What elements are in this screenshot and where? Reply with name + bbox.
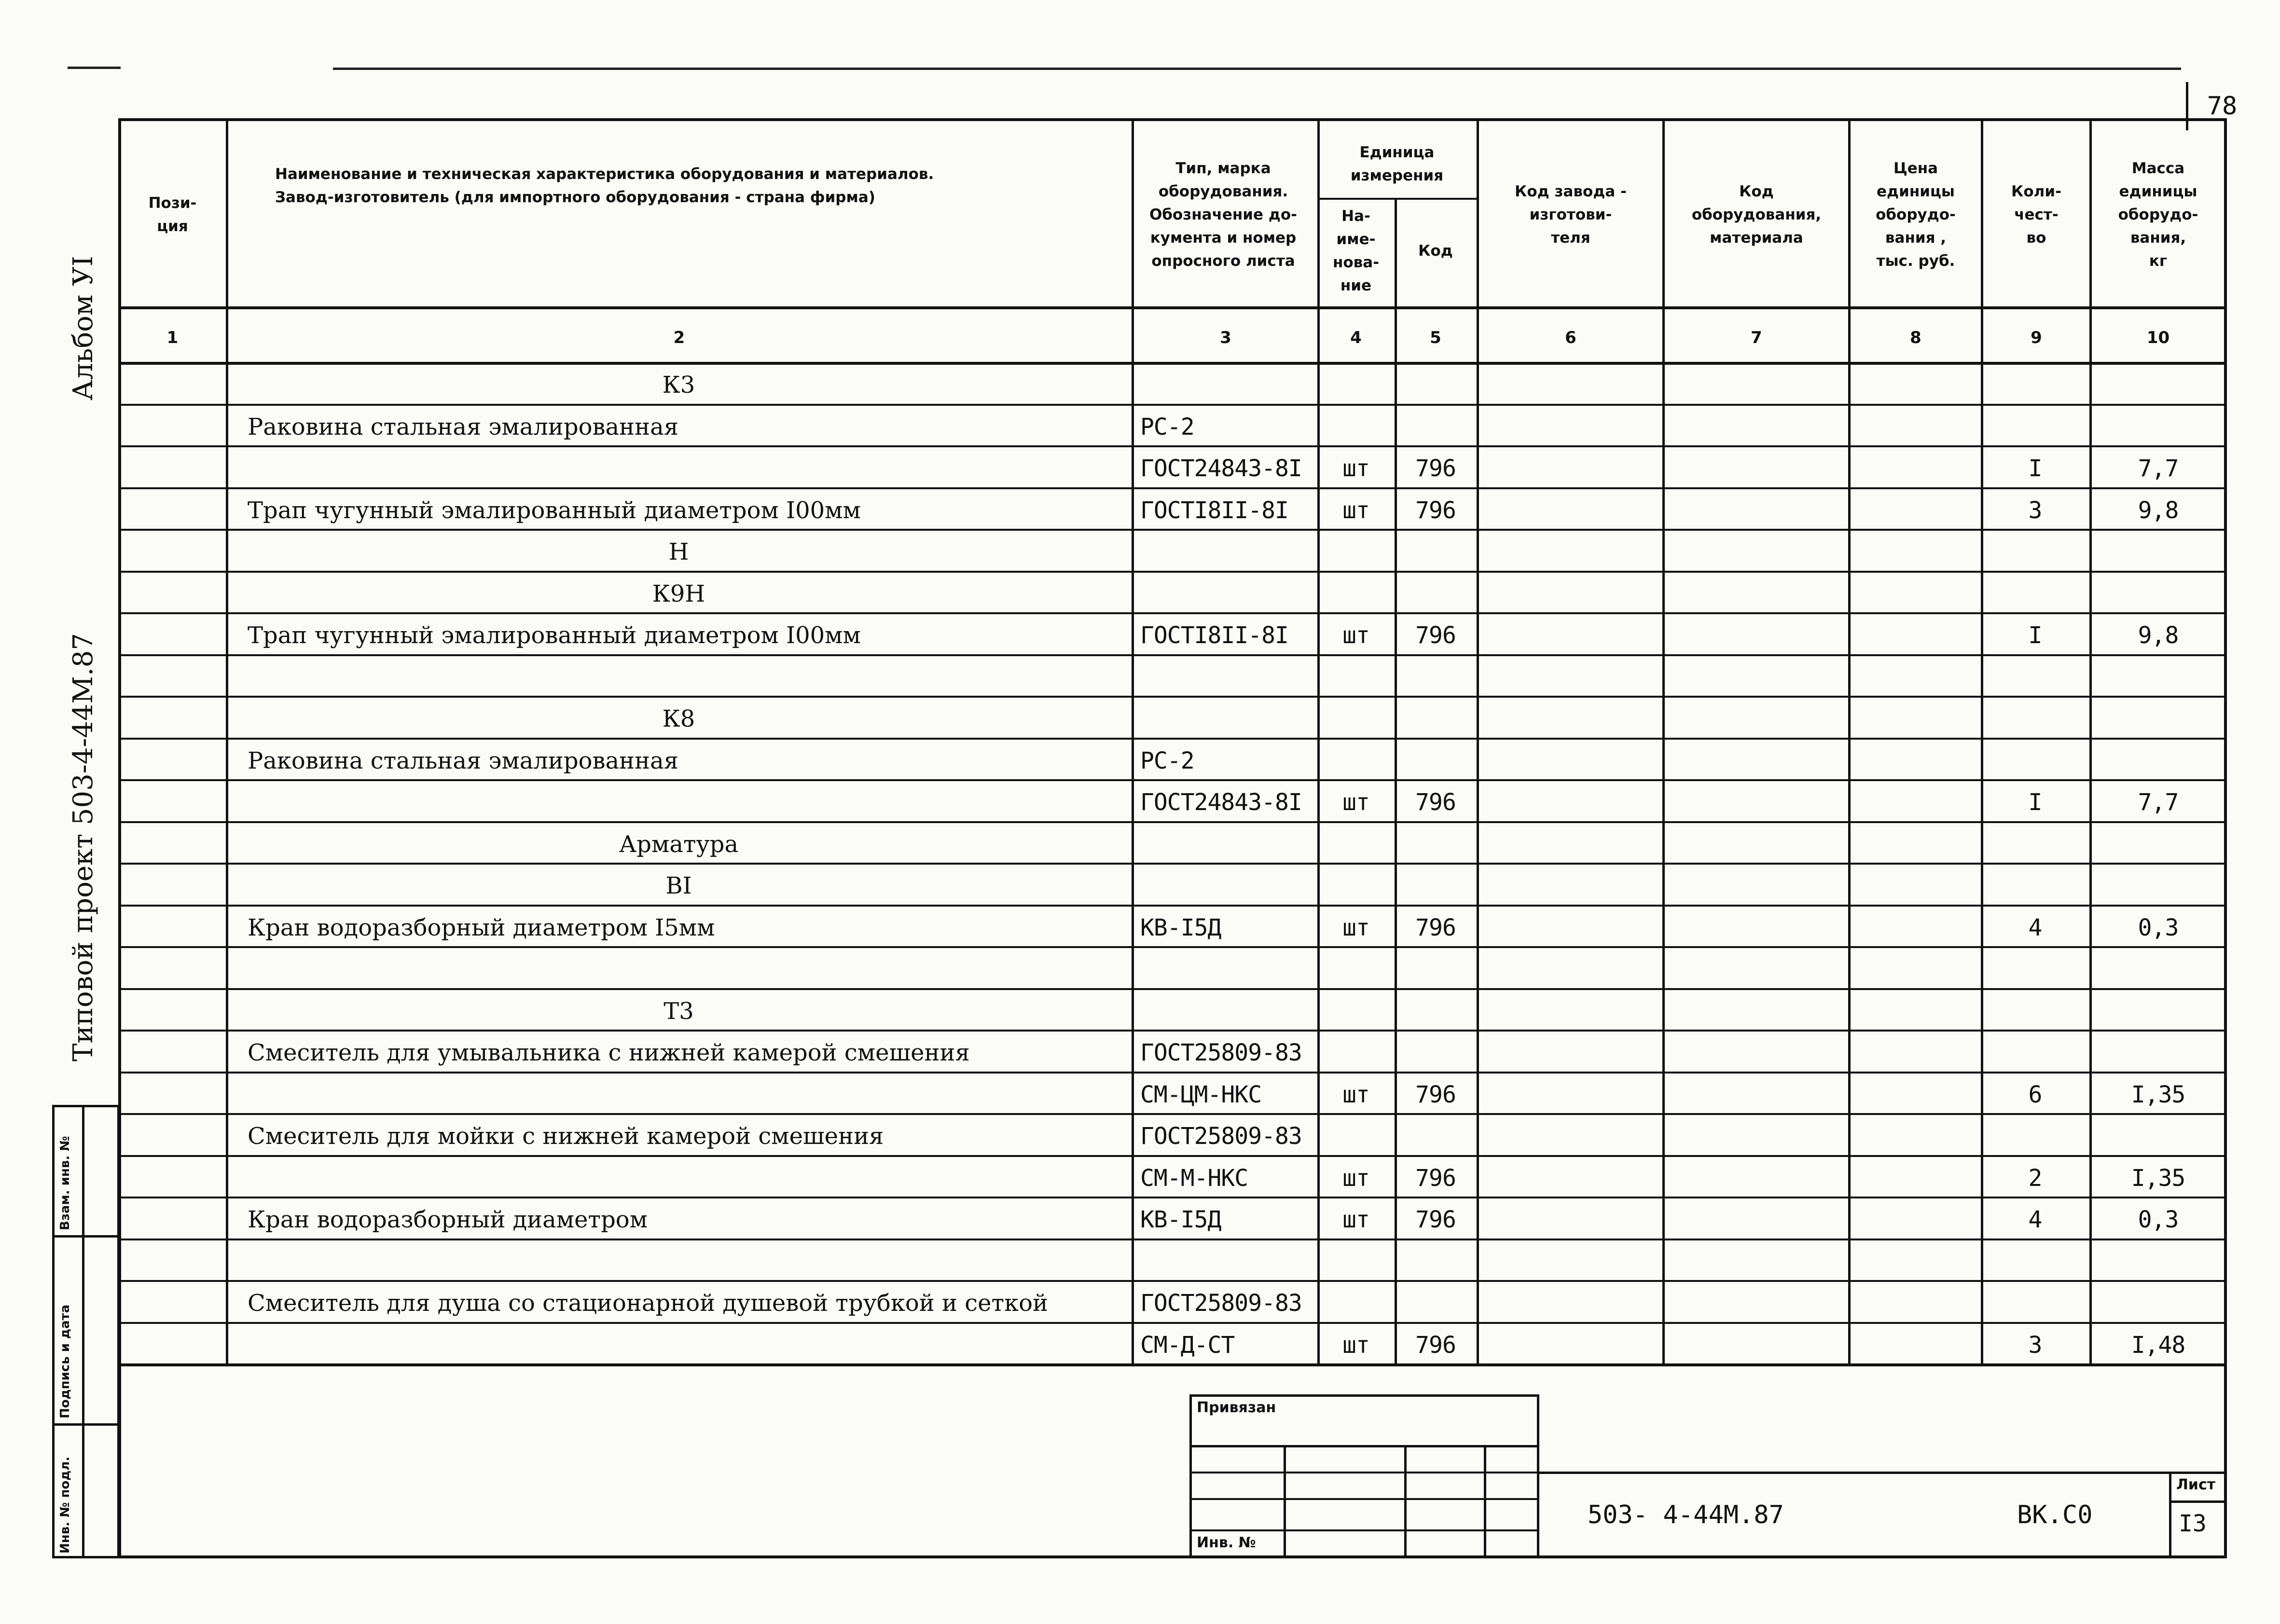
header-quantity: Коли- чест- во [2011,182,2061,247]
row-name: Смеситель для мойки с нижней камерой смешения [248,1123,884,1150]
row-unit-code: 796 [1415,914,1456,941]
sheet-label: Лист [2176,1476,2216,1493]
row-quantity: I [2028,789,2042,816]
row-mass: I,35 [2131,1081,2185,1108]
row-unit-code: 796 [1415,1206,1456,1233]
scan-line [68,67,121,69]
row-quantity: I [2028,622,2042,649]
row-section-title: К8 [662,705,695,732]
row-name: Раковина стальная эмалированная [248,747,678,774]
header-type: Тип, марка оборудования. Обозначение до- кумента и номер опросного листа [1149,159,1298,270]
row-type: КВ-I5Д [1140,914,1221,941]
row-type: СМ-Д-СТ [1140,1332,1235,1359]
header-name: Наименование и техническая характеристика оборудования и материалов. Завод-изготовитель (для импортного оборудования - страна фирма) [275,165,934,206]
col-number: 8 [1910,328,1921,347]
row-section-title: Н [668,538,689,565]
project-label: Типовой проект 503-4-44М.87 [68,633,99,1061]
col-number: 7 [1751,328,1762,347]
row-quantity: 4 [2028,914,2042,941]
privyazan-vline [1404,1445,1407,1558]
side-stamp-divider [82,1105,84,1558]
privyazan-vline [1484,1445,1486,1558]
sheet-number: I3 [2179,1510,2207,1537]
row-unit-code: 796 [1415,1165,1456,1192]
row-unit-code: 796 [1415,1081,1456,1108]
row-unit-code: 796 [1415,789,1456,816]
row-name: Трап чугунный эмалированный диаметром I00мм [248,622,861,649]
stamp-label-podpis: Подпись и дата [58,1304,72,1418]
privyazan-box [1189,1394,1539,1558]
row-name: Смеситель для душа со стационарной душевой трубкой и сеткой [248,1290,1048,1317]
col-number: 1 [166,328,179,347]
scan-line [333,68,2181,70]
row-type: КВ-I5Д [1140,1206,1221,1233]
header-bottom-line [118,306,2227,309]
row-quantity: 4 [2028,1206,2042,1233]
row-mass: 0,3 [2138,1206,2179,1233]
privyazan-line [1189,1498,1539,1500]
row-unit: шт [1342,914,1369,941]
header-unit-group: Единица измерения [1350,143,1444,184]
row-name: Кран водоразборный диаметром I5мм [248,914,715,941]
row-type: ГОСТ25809-83 [1140,1123,1302,1150]
row-mass: 7,7 [2138,455,2179,482]
privyazan-line [1189,1445,1539,1447]
row-unit: шт [1342,1332,1369,1359]
sheet-box-line [2169,1500,2227,1503]
privyazan-line [1189,1529,1539,1531]
row-unit: шт [1342,455,1369,482]
header-unit-name: На- име- нова- ние [1332,207,1380,295]
row-section-title: К9Н [652,580,705,607]
row-mass: 9,8 [2138,497,2179,524]
column-line [1662,118,1665,1363]
row-unit: шт [1342,1206,1369,1233]
row-quantity: 6 [2028,1081,2042,1108]
row-name: Трап чугунный эмалированный диаметром I00мм [248,497,861,524]
col-number: 10 [2146,328,2170,347]
row-mass: I,35 [2131,1165,2185,1192]
inv-no-label: Инв. № [1197,1534,1256,1551]
row-quantity: 3 [2028,1332,2042,1359]
row-section-title: К3 [662,372,695,399]
row-unit: шт [1342,497,1369,524]
row-unit-code: 796 [1415,455,1456,482]
row-type: СМ-М-НКС [1140,1165,1248,1192]
column-line [1848,118,1851,1363]
stamp-label-vzam: Взам. инв. № [58,1136,72,1230]
row-section-title: Т3 [663,998,694,1025]
privyazan-line [1189,1472,1539,1473]
page-number: 78 [2186,82,2256,130]
row-mass: 7,7 [2138,789,2179,816]
header-mass: Масса единицы оборудо- вания, кг [2118,159,2198,270]
header-price: Цена единицы оборудо- вания , тыс. руб. [1876,159,1956,270]
header-position: Пози- ция [148,194,197,235]
col-number: 2 [673,328,685,347]
row-type: ГОСТI8II-8I [1140,497,1288,524]
unit-group-line [1317,198,1477,200]
header-equipment-code: Код оборудования, материала [1691,182,1822,247]
row-unit-code: 796 [1415,497,1456,524]
header-unit-code: Код [1418,242,1453,260]
column-line [226,118,228,1363]
row-type: ГОСТ25809-83 [1140,1039,1302,1066]
column-line [1477,118,1479,1363]
row-quantity: I [2028,455,2042,482]
side-stamp-divider [52,1235,120,1238]
row-unit: шт [1342,1081,1369,1108]
row-unit: шт [1342,1165,1369,1192]
row-type: РС-2 [1140,747,1194,774]
row-unit: шт [1342,622,1369,649]
side-stamp-divider [52,1423,120,1426]
row-mass: I,48 [2131,1332,2185,1359]
col-number: 5 [1430,328,1441,347]
column-line [1132,118,1134,1363]
row-name: Смеситель для умывальника с нижней камерой смешения [248,1039,970,1066]
row-section-title: ВI [665,872,692,899]
row-type: ГОСТI8II-8I [1140,622,1288,649]
row-type: ГОСТ24843-8I [1140,789,1302,816]
row-type: РС-2 [1140,413,1194,440]
row-mass: 9,8 [2138,622,2179,649]
privyazan-vline [1284,1445,1286,1558]
row-quantity: 2 [2028,1165,2042,1192]
document-mark: ВК.С0 [2017,1500,2093,1529]
album-label: Альбом УI [68,256,99,400]
stamp-label-inv: Инв. № подл. [58,1456,72,1554]
privyazan-label: Привязан [1197,1399,1276,1416]
col-number: 4 [1350,328,1362,347]
col-number: 3 [1220,328,1231,347]
row-unit-code: 796 [1415,1332,1456,1359]
title-block-line [1539,1472,2227,1474]
row-quantity: 3 [2028,497,2042,524]
row-name: Раковина стальная эмалированная [248,413,678,440]
row-name: Кран водоразборный диаметром [248,1206,648,1233]
row-unit: шт [1342,789,1369,816]
document-code: 503- 4-44М.87 [1588,1500,1784,1529]
row-type: СМ-ЦМ-НКС [1140,1081,1262,1108]
row-section-title: Арматура [619,831,739,858]
row-mass: 0,3 [2138,914,2179,941]
col-number: 9 [2031,328,2042,347]
row-unit-code: 796 [1415,622,1456,649]
sheet-box-line [2169,1472,2171,1558]
col-number: 6 [1565,328,1576,347]
row-type: ГОСТ25809-83 [1140,1290,1302,1317]
header-factory-code: Код завода - изготови- теля [1515,182,1627,247]
row-type: ГОСТ24843-8I [1140,455,1302,482]
